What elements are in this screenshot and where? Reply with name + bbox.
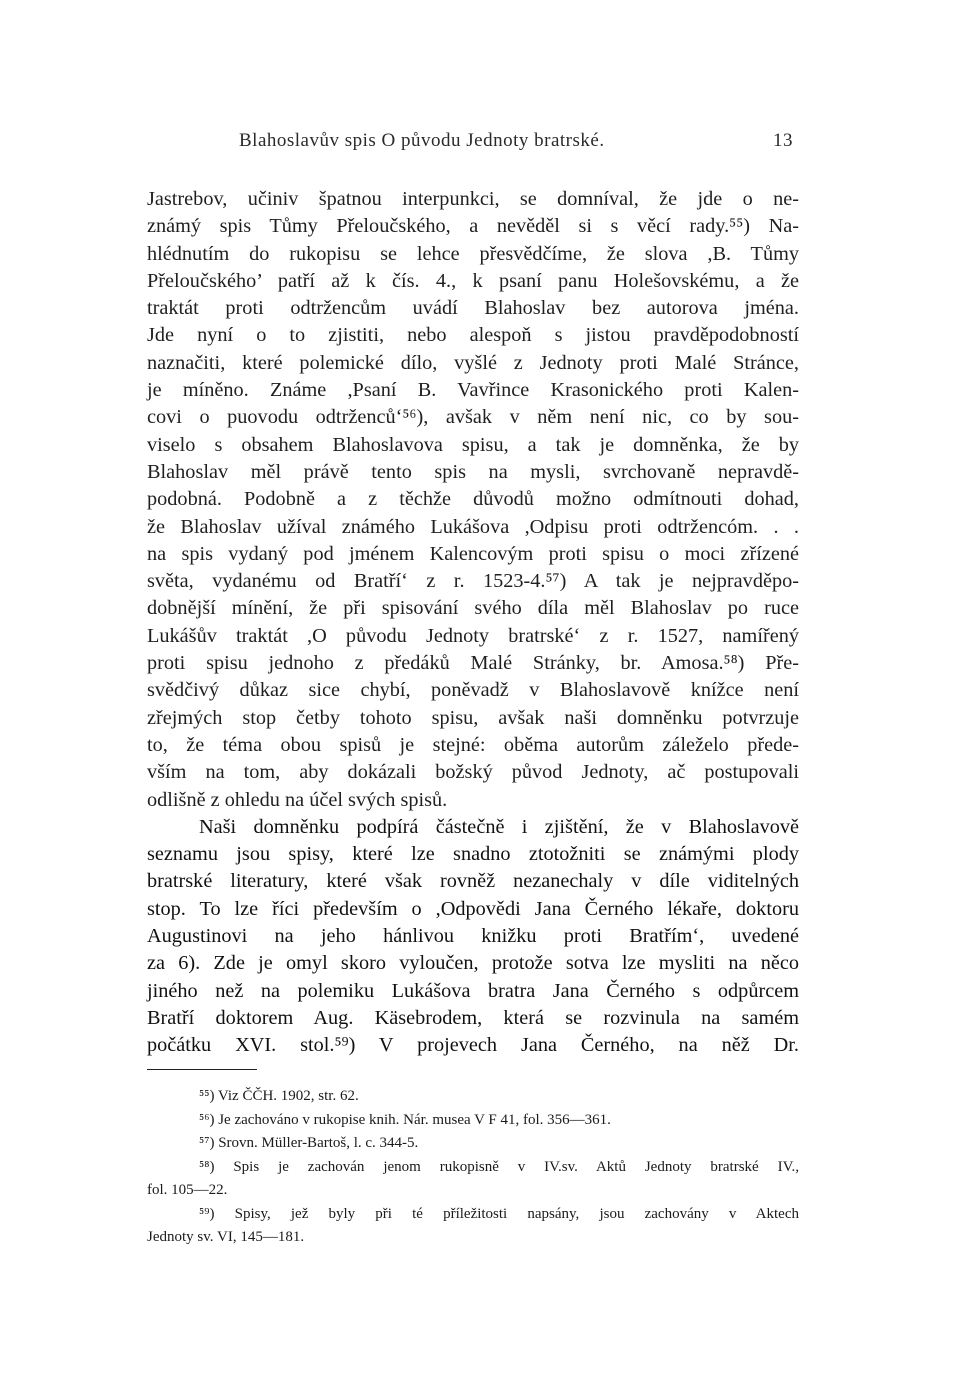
text-line: traktát proti odtržencům uvádí Blahoslav bez autorova jména. <box>147 297 799 320</box>
body-text <box>147 186 799 1060</box>
text-line: na spis vydaný pod jménem Kalencovým proti spisu o moci zřízené <box>147 542 799 565</box>
text-line: svědčivý důkaz sice chybí, poněvadž v Blahoslavově knížce není <box>147 679 799 702</box>
text-line: covi o puovodu odtrženců‘⁵⁶), avšak v něm není nic, co by sou- <box>147 406 799 429</box>
text-line: viselo s obsahem Blahoslavova spisu, a tak je domněnka, že by <box>147 433 799 456</box>
paragraph-start-line: Naši domněnku podpírá částečně i zjištění, že v Blahoslavově <box>199 815 799 838</box>
text-line: vším na tom, aby dokázali božský původ Jednoty, ač postupovali <box>147 761 799 784</box>
text-line: proti spisu jednoho z předáků Malé Stránky, br. Amosa.⁵⁸) Pře- <box>147 652 799 675</box>
text-line: zřejmých stop četby tohoto spisu, avšak naši domněnku potvrzuje <box>147 706 799 729</box>
text-line: Augustinovi na jeho hánlivou knižku proti Bratřím‘, uvedené <box>147 925 799 948</box>
text-line: stop. To lze říci především o ,Odpovědi Jana Černého lékaře, doktoru <box>147 897 799 920</box>
text-line: Jde nyní o to zjistiti, nebo alespoň s jistou pravděpodobností <box>147 324 799 347</box>
footnote-57: ⁵⁷) Srovn. Müller-Bartoš, l. c. 344-5. <box>199 1135 419 1151</box>
text-line: to, že téma obou spisů je stejné: oběma autorům záleželo přede- <box>147 733 799 756</box>
text-line: je míněno. Známe ,Psaní B. Vavřince Krasonického proti Kalen- <box>147 379 799 402</box>
text-line: odlišně z ohledu na účel svých spisů. <box>147 788 448 811</box>
text-line: známý spis Tůmy Přeloučského, a nevěděl si s věcí rady.⁵⁵) Na- <box>147 215 799 238</box>
footnote-divider <box>147 1069 257 1070</box>
footnotes <box>147 1085 799 1250</box>
text-line: Bratří doktorem Aug. Käsebrodem, která se rozvinula na samém <box>147 1006 799 1029</box>
text-line: podobná. Podobně a z těchže důvodů možno odmítnouti dohad, <box>147 488 799 511</box>
footnote-59-continuation: Jednoty sv. VI, 145—181. <box>147 1229 305 1245</box>
text-line: dobnější mínění, že při spisování svého díla měl Blahoslav po ruce <box>147 597 799 620</box>
page-number: 13 <box>773 130 793 151</box>
text-line: Blahoslav měl právě tento spis na mysli, svrchovaně nepravdě- <box>147 460 799 483</box>
footnote-58: ⁵⁸) Spis je zachován jenom rukopisně v IV.sv. Aktů Jednoty bratrské IV., <box>199 1158 799 1175</box>
text-line: že Blahoslav užíval známého Lukášova ,Odpisu proti odtržencóm. . . <box>147 515 799 538</box>
footnote-58-continuation: fol. 105—22. <box>147 1182 228 1198</box>
footnote-55: ⁵⁵) Viz ČČH. 1902, str. 62. <box>199 1088 359 1104</box>
text-line: jiného než na polemiku Lukášova bratra Jana Černého s odpůrcem <box>147 979 799 1002</box>
text-line: seznamu jsou spisy, které lze snadno ztotožniti se známými plody <box>147 843 799 866</box>
text-line: Přeloučského’ patří až k čís. 4., k psaní panu Holešovskému, a že <box>147 269 799 292</box>
text-line: za 6). Zde je omyl skoro vyloučen, protože sotva lze mysliti na něco <box>147 952 799 975</box>
text-line: Lukášův traktát ,O původu Jednoty bratrské‘ z r. 1527, namířený <box>147 624 799 647</box>
running-title: Blahoslavův spis O původu Jednoty bratrské. <box>239 130 605 151</box>
text-line: počátku XVI. stol.⁵⁹) V projevech Jana Černého, na něž Dr. <box>147 1034 799 1057</box>
text-line: hlédnutím do rukopisu se lehce přesvědčíme, že slova ,B. Tůmy <box>147 242 799 265</box>
text-line: bratrské literatury, které však rovněž nezanechaly v díle viditelných <box>147 870 799 893</box>
text-line: Jastrebov, učiniv špatnou interpunkci, se domníval, že jde o ne- <box>147 188 799 210</box>
page-header <box>147 130 797 158</box>
footnote-59: ⁵⁹) Spisy, jež byly při té příležitosti napsány, jsou zachovány v Aktech <box>199 1205 799 1222</box>
text-line: světa, vydanému od Bratří‘ z r. 1523-4.⁵⁷) A tak je nejpravděpo- <box>147 570 799 593</box>
footnote-56: ⁵⁶) Je zachováno v rukopise knih. Nár. musea V F 41, fol. 356—361. <box>199 1111 611 1128</box>
text-line: naznačiti, které polemické dílo, vyšlé z Jednoty proti Malé Stránce, <box>147 351 799 374</box>
